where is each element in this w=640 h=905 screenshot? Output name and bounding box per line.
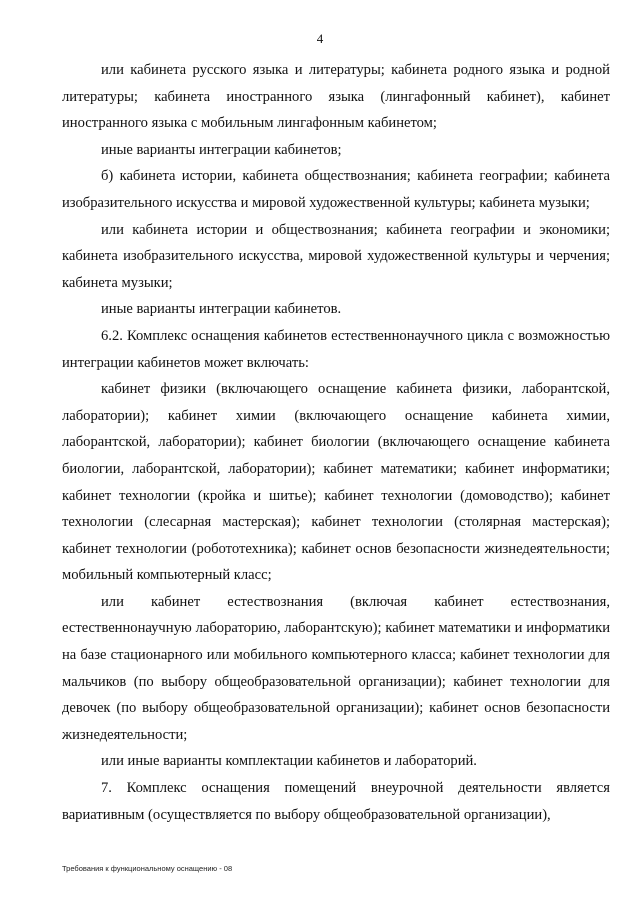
- paragraph: 7. Комплекс оснащения помещений внеурочной деятельности является вариативным (осуществляется по выбору общеобразовательной организации),: [62, 780, 610, 823]
- paragraph: б) кабинета истории, кабинета обществознания; кабинета географии; кабинета изобразительного искусства и мировой художественной культуры; кабинета музыки;: [62, 168, 610, 211]
- document-body: [62, 57, 610, 828]
- paragraph: кабинет физики (включающего оснащение кабинета физики, лаборантской, лаборатории); кабинет химии (включающего оснащение кабинета химии, лаборантской, лаборатории); кабинет биологии (включающего оснащение кабинета биологии, лаборантской, лаборатории); кабинет математики; кабинет информатики; кабинет технологии (кройка и шитье); кабинет технологии (домоводство); кабинет технологии (слесарная мастерская); кабинет технологии (столярная мастерская); кабинет технологии (робототехника); кабинет основ безопасности жизнедеятельности; мобильный компьютерный класс;: [62, 381, 610, 584]
- paragraph: 6.2. Комплекс оснащения кабинетов естественнонаучного цикла с возможностью интеграции кабинетов может включать:: [62, 327, 610, 371]
- paragraph: иные варианты интеграции кабинетов;: [101, 141, 342, 158]
- paragraph: или кабинет естествознания (включая кабинет естествознания, естественнонаучную лабораторию, лаборантскую); кабинет математики и информатики на базе стационарного или мобильного компьютерного класса; кабинет технологии для мальчиков (по выбору общеобразовательной организации); кабинет технологии для девочек (по выбору общеобразовательной организации); кабинет основ безопасности жизнедеятельности;: [62, 593, 610, 743]
- document-footer: Требования к функциональному оснащению - 08: [62, 864, 233, 873]
- paragraph: или кабинета истории и обществознания; кабинета географии и экономики; кабинета изобразительного искусства, мировой художественной культуры и черчения; кабинета музыки;: [62, 221, 610, 291]
- paragraph: или иные варианты комплектации кабинетов и лабораторий.: [101, 753, 477, 770]
- paragraph: иные варианты интеграции кабинетов.: [101, 301, 342, 318]
- page-number: 4: [316, 31, 324, 46]
- paragraph: или кабинета русского языка и литературы; кабинета родного языка и родной литературы; кабинета иностранного языка (лингафонный кабинет), кабинет иностранного языка с мобильным лингафонным кабинетом;: [62, 62, 610, 132]
